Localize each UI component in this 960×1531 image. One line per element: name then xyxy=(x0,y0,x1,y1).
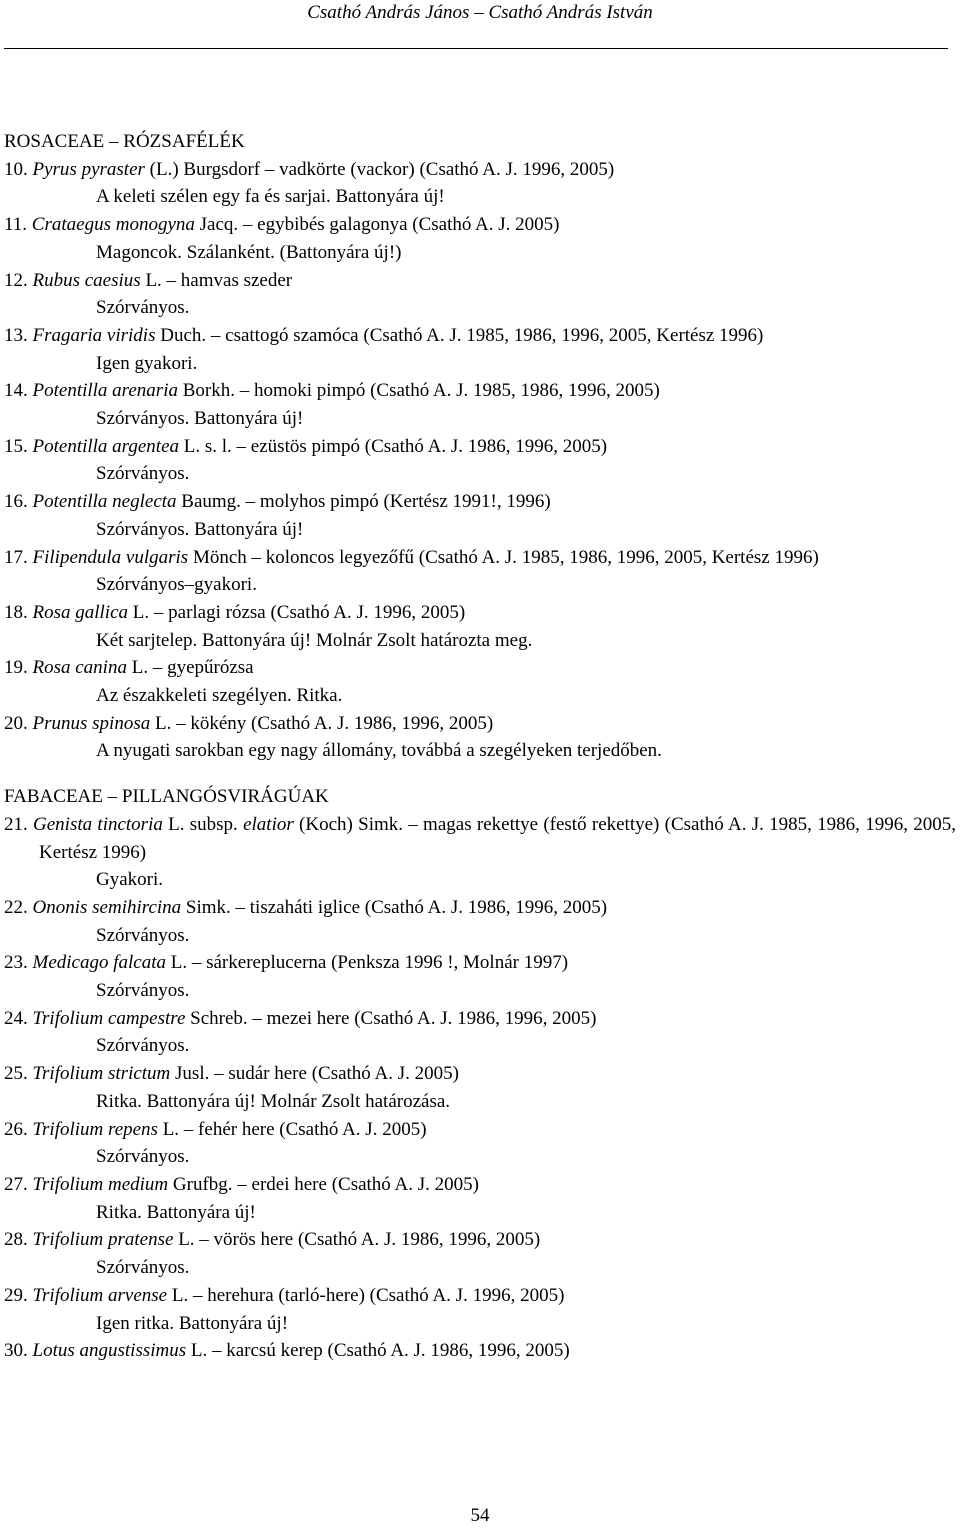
entry-note: Szórványos. xyxy=(96,1257,190,1279)
entry-head: 19. Rosa canina L. – gyepűrózsa xyxy=(4,657,254,679)
entry-note: Szórványos. xyxy=(96,463,190,485)
latin-subspecies: elatior xyxy=(243,813,294,835)
entry-head: 21. Genista tinctoria L. subsp. elatior (Koch) Simk. – magas rekettye (festő rekettye) (Csathó A. J. 1985, 1986, 1996, 2005, Kertész 1996) xyxy=(4,813,956,863)
entry-head: 20. Prunus spinosa L. – kökény (Csathó A. J. 1986, 1996, 2005) xyxy=(4,712,494,734)
latin-name: Medicago falcata xyxy=(32,952,166,974)
entry-head: 24. Trifolium campestre Schreb. – mezei here (Csathó A. J. 1986, 1996, 2005) xyxy=(4,1007,597,1029)
entry-note: Szórványos. xyxy=(96,924,190,946)
entry-head: 13. Fragaria viridis Duch. – csattogó szamóca (Csathó A. J. 1985, 1986, 1996, 2005, Kertész 1996) xyxy=(4,324,764,346)
entry-note: Szórványos. Battonyára új! xyxy=(96,518,304,540)
latin-name: Fragaria viridis xyxy=(32,324,156,346)
latin-name: Trifolium arvense xyxy=(32,1284,168,1306)
list-item xyxy=(4,1282,956,1337)
entry-note: A nyugati sarokban egy nagy állomány, továbbá a szegélyeken terjedőben. xyxy=(96,740,662,762)
latin-name: Rosa canina xyxy=(32,657,127,679)
entry-note: Szórványos–gyakori. xyxy=(96,574,257,596)
latin-name: Ononis semihircina xyxy=(32,896,182,918)
entry-head: 28. Trifolium pratense L. – vörös here (Csathó A. J. 1986, 1996, 2005) xyxy=(4,1229,541,1251)
entry-head: 17. Filipendula vulgaris Mönch – koloncos legyezőfű (Csathó A. J. 1985, 1986, 1996, 2005, Kertész 1996) xyxy=(4,546,819,568)
page-content xyxy=(4,128,956,1365)
latin-name: Crataegus monogyna xyxy=(31,214,195,236)
list-item xyxy=(4,433,956,488)
latin-name: Trifolium campestre xyxy=(32,1007,186,1029)
page-number: 54 xyxy=(470,1505,490,1526)
latin-name: Genista tinctoria xyxy=(33,813,163,835)
entry-head: 16. Potentilla neglecta Baumg. – molyhos pimpó (Kertész 1991!, 1996) xyxy=(4,491,551,513)
entry-note: Szórványos. xyxy=(96,1146,190,1168)
entry-head: 12. Rubus caesius L. – hamvas szeder xyxy=(4,269,293,291)
latin-name: Rosa gallica xyxy=(32,601,129,623)
entry-head: 22. Ononis semihircina Simk. – tiszaháti iglice (Csathó A. J. 1986, 1996, 2005) xyxy=(4,896,608,918)
entry-note: Ritka. Battonyára új! xyxy=(96,1201,256,1223)
latin-name: Potentilla arenaria xyxy=(32,380,178,402)
list-item xyxy=(4,1226,956,1281)
list-item xyxy=(4,894,956,949)
entry-head: 27. Trifolium medium Grufbg. – erdei here (Csathó A. J. 2005) xyxy=(4,1173,479,1195)
list-item xyxy=(4,544,956,599)
latin-name: Trifolium pratense xyxy=(32,1229,174,1251)
entry-note: A keleti szélen egy fa és sarjai. Battonyára új! xyxy=(96,186,445,208)
list-item xyxy=(4,1337,956,1365)
entry-note: Szórványos. xyxy=(96,1035,190,1057)
list-item xyxy=(4,1005,956,1060)
entry-note: Gyakori. xyxy=(96,869,164,891)
latin-name: Pyrus pyraster xyxy=(32,158,145,180)
latin-name: Trifolium repens xyxy=(32,1118,158,1140)
entry-note: Igen ritka. Battonyára új! xyxy=(96,1312,289,1334)
latin-name: Potentilla neglecta xyxy=(32,491,177,513)
list-item xyxy=(4,488,956,543)
list-item xyxy=(4,156,956,211)
list-item xyxy=(4,1060,956,1115)
list-item xyxy=(4,267,956,322)
entry-head: 23. Medicago falcata L. – sárkereplucerna (Penksza 1996 !, Molnár 1997) xyxy=(4,952,569,974)
latin-name: Lotus angustissimus xyxy=(32,1340,187,1362)
list-item xyxy=(4,811,956,894)
section-title-rosaceae: ROSACEAE – RÓZSAFÉLÉK xyxy=(4,131,245,152)
entry-head: 29. Trifolium arvense L. – herehura (tarló-here) (Csathó A. J. 1996, 2005) xyxy=(4,1284,565,1306)
entry-note: Szórványos. xyxy=(96,297,190,319)
list-item xyxy=(4,710,956,765)
entry-head: 30. Lotus angustissimus L. – karcsú kerep (Csathó A. J. 1986, 1996, 2005) xyxy=(4,1340,570,1362)
section-title-fabaceae: FABACEAE – PILLANGÓSVIRÁGÚAK xyxy=(4,786,329,808)
entry-note: Szórványos. xyxy=(96,980,190,1002)
latin-name: Potentilla argentea xyxy=(32,435,180,457)
entry-note: Igen gyakori. xyxy=(96,352,198,374)
entry-head: 10. Pyrus pyraster (L.) Burgsdorf – vadkörte (vackor) (Csathó A. J. 1996, 2005) xyxy=(4,158,615,180)
entry-note: Az északkeleti szegélyen. Ritka. xyxy=(96,685,343,707)
header-rule xyxy=(4,48,948,49)
list-item xyxy=(4,211,956,266)
list-item xyxy=(4,377,956,432)
latin-name: Prunus spinosa xyxy=(32,712,151,734)
entry-head: 25. Trifolium strictum Jusl. – sudár here (Csathó A. J. 2005) xyxy=(4,1063,459,1085)
entry-head: 26. Trifolium repens L. – fehér here (Csathó A. J. 2005) xyxy=(4,1118,427,1140)
entry-head: 15. Potentilla argentea L. s. l. – ezüstös pimpó (Csathó A. J. 1986, 1996, 2005) xyxy=(4,435,608,457)
running-header: Csathó András János – Csathó András István xyxy=(307,2,653,23)
list-item xyxy=(4,1116,956,1171)
section-gap xyxy=(4,765,956,783)
list-item xyxy=(4,654,956,709)
list-item xyxy=(4,949,956,1004)
latin-name: Filipendula vulgaris xyxy=(32,546,189,568)
latin-name: Trifolium medium xyxy=(32,1173,169,1195)
latin-name: Rubus caesius xyxy=(32,269,141,291)
entry-head: 18. Rosa gallica L. – parlagi rózsa (Csathó A. J. 1996, 2005) xyxy=(4,601,466,623)
latin-name: Trifolium strictum xyxy=(32,1063,171,1085)
entry-note: Magoncok. Szálanként. (Battonyára új!) xyxy=(96,241,402,263)
entry-head: 11. Crataegus monogyna Jacq. – egybibés galagonya (Csathó A. J. 2005) xyxy=(4,214,560,236)
entry-head: 14. Potentilla arenaria Borkh. – homoki pimpó (Csathó A. J. 1985, 1986, 1996, 2005) xyxy=(4,380,660,402)
entry-note: Két sarjtelep. Battonyára új! Molnár Zsolt határozta meg. xyxy=(96,629,533,651)
list-item xyxy=(4,322,956,377)
list-item xyxy=(4,1171,956,1226)
entry-note: Szórványos. Battonyára új! xyxy=(96,408,304,430)
list-item xyxy=(4,599,956,654)
entry-note: Ritka. Battonyára új! Molnár Zsolt határozása. xyxy=(96,1090,451,1112)
